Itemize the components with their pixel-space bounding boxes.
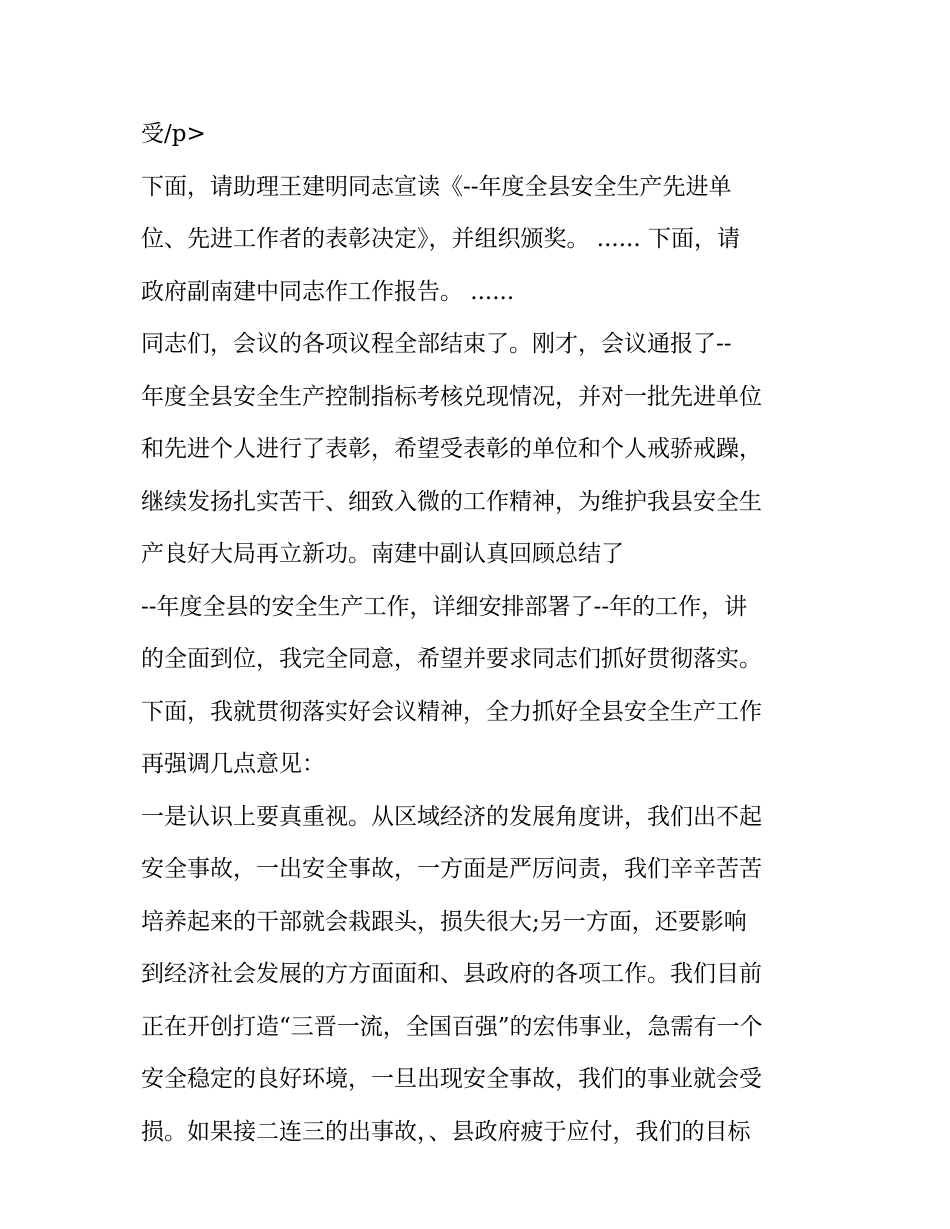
text-line: 一是认识上要真重视。从区域经济的发展角度讲，我们出不起 [141, 803, 762, 830]
text-line: 产良好大局再立新功。南建中副认真回顾总结了 [141, 541, 624, 567]
text-line: --年度全县的安全生产工作，详细安排部署了--年的工作，讲 [141, 593, 748, 620]
text-line: 正在开创打造“三晋一流，全国百强”的宏伟事业，急需有一个 [141, 1013, 763, 1040]
text-line: 受/p> [141, 121, 206, 147]
text-line: 继续发扬扎实苦干、细致入微的工作精神，为维护我县安全生 [141, 488, 762, 515]
text-line: 同志们，会议的各项议程全部结束了。刚才，会议通报了-- [141, 331, 732, 357]
text-line: 和先进个人进行了表彰，希望受表彰的单位和个人戒骄戒躁， [141, 436, 762, 462]
text-line: 政府副南建中同志作工作报告。 ...... [141, 278, 515, 305]
text-line: 安全事故，一出安全事故，一方面是严厉问责，我们辛辛苦苦 [141, 856, 762, 882]
text-line: 位、先进工作者的表彰决定》，并组织颁奖。 ...... 下面，请 [141, 226, 740, 252]
text-line: 安全稳定的良好环境，一旦出现安全事故，我们的事业就会受 [141, 1066, 762, 1092]
text-line: 损。如果接二连三的出事故，、县政府疲于应付，我们的目标 [141, 1118, 751, 1145]
text-line: 下面，请助理王建明同志宣读《--年度全县安全生产先进单 [141, 173, 732, 200]
text-line: 下面，我就贯彻落实好会议精神，全力抓好全县安全生产工作 [141, 698, 762, 725]
text-line: 培养起来的干部就会栽跟头，损失很大;另一方面，还要影响 [141, 908, 747, 935]
document-body [141, 108, 821, 1158]
text-line: 再强调几点意见： [141, 751, 325, 777]
text-line: 到经济社会发展的方方面面和、县政府的各项工作。我们目前 [141, 961, 762, 987]
text-line: 年度全县安全生产控制指标考核兑现情况，并对一批先进单位 [141, 383, 762, 410]
text-line: 的全面到位，我完全同意，希望并要求同志们抓好贯彻落实。 [141, 646, 762, 672]
